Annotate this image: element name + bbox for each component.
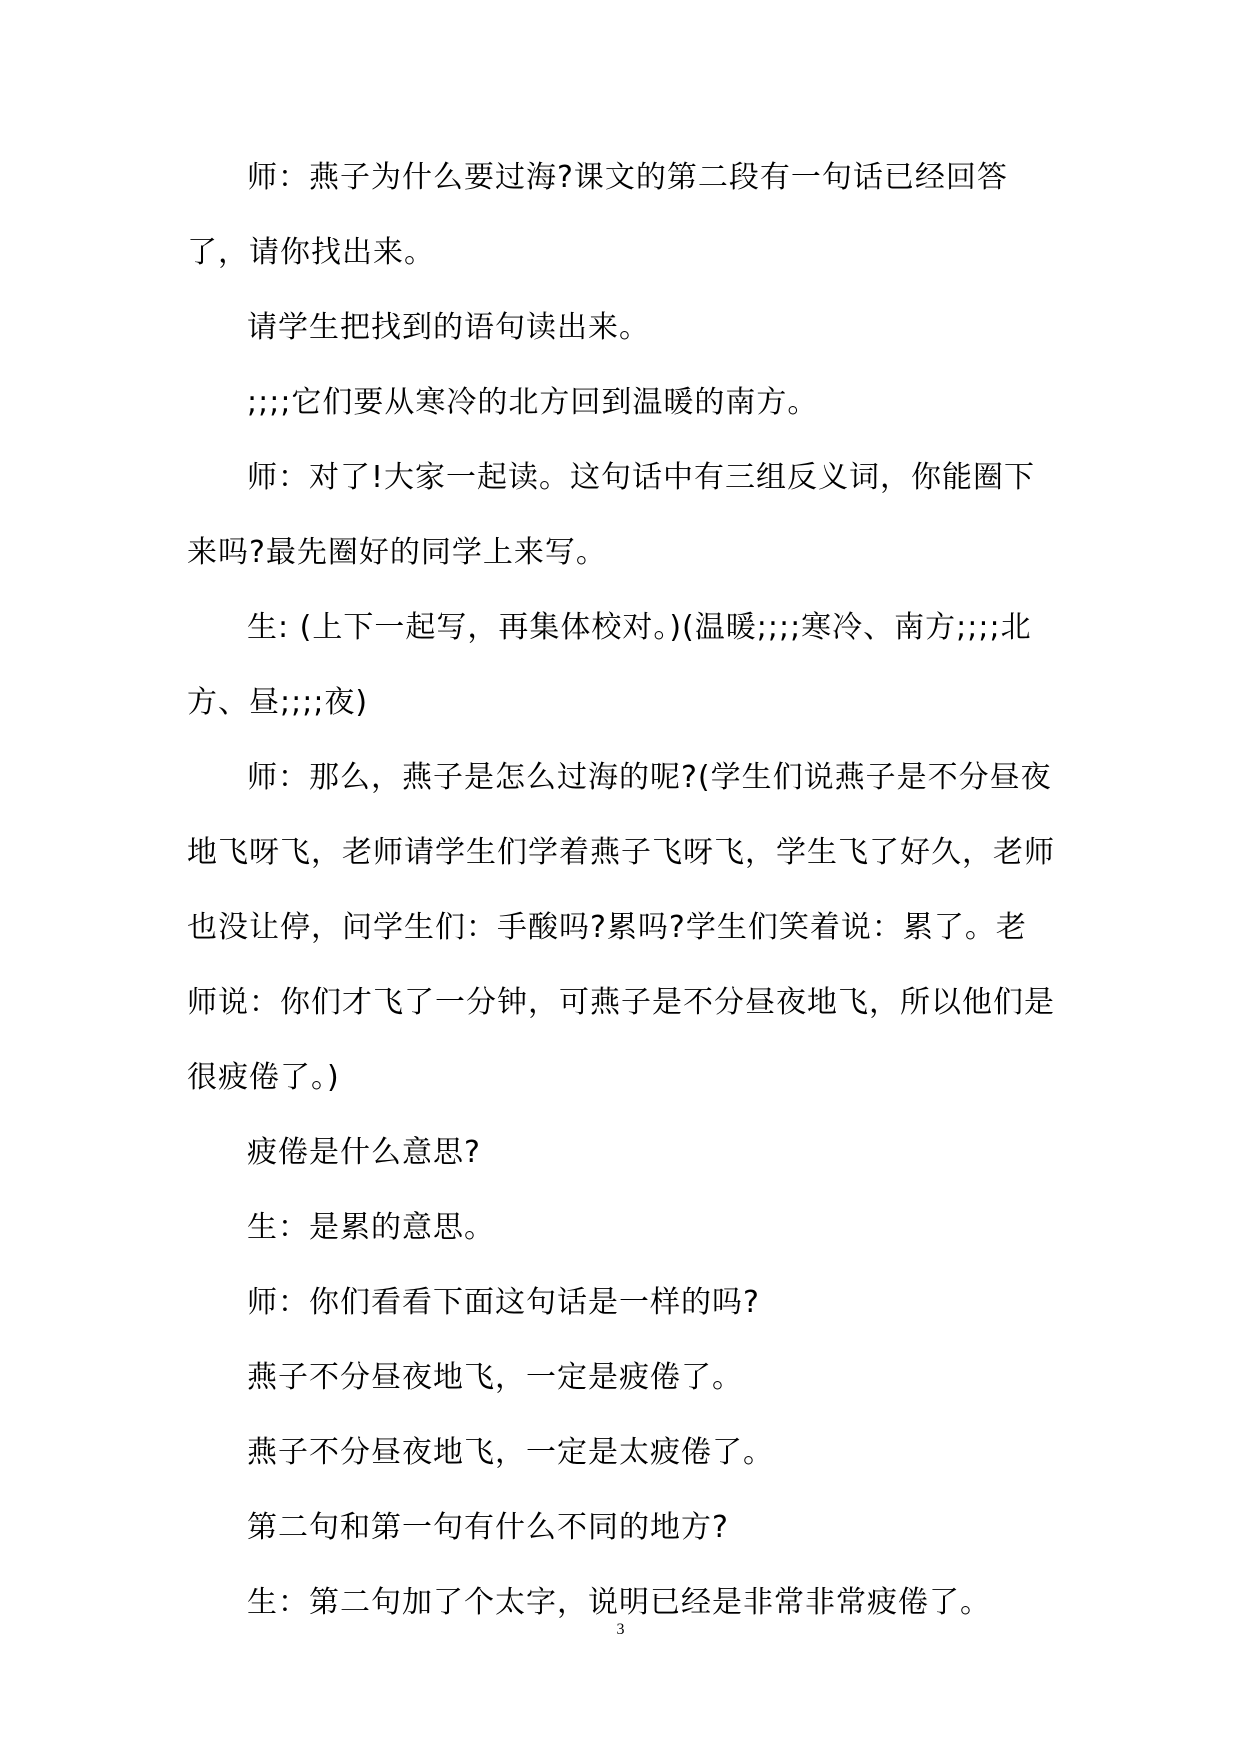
document-body [187,140,1057,1640]
paragraph-4: 师：对了!大家一起读。这句话中有三组反义词，你能圈下来吗?最先圈好的同学上来写。 [187,460,1036,570]
paragraph-3: ;;;;它们要从寒冷的北方回到温暖的南方。 [247,385,819,420]
page-number: 3 [616,1621,625,1638]
paragraph-2: 请学生把找到的语句读出来。 [247,310,650,345]
paragraph-12: 第二句和第一句有什么不同的地方? [247,1510,729,1545]
paragraph-11: 燕子不分昼夜地飞，一定是太疲倦了。 [247,1435,774,1470]
paragraph-6: 师：那么，燕子是怎么过海的呢?(学生们说燕子是不分昼夜地飞呀飞，老师请学生们学着燕子飞呀飞，学生飞了好久，老师也没让停，问学生们：手酸吗?累吗?学生们笑着说：累了。老师说：你们才飞了一分钟，可燕子是不分昼夜地飞，所以他们是很疲倦了。) [187,760,1055,1095]
paragraph-9: 师：你们看看下面这句话是一样的吗? [247,1285,760,1320]
paragraph-13: 生：第二句加了个太字，说明已经是非常非常疲倦了。 [247,1585,991,1620]
paragraph-10: 燕子不分昼夜地飞，一定是疲倦了。 [247,1360,743,1395]
paragraph-1: 师：燕子为什么要过海?课文的第二段有一句话已经回答了，请你找出来。 [187,160,1008,270]
paragraph-7: 疲倦是什么意思? [247,1135,481,1170]
paragraph-5: 生: (上下一起写，再集体校对。)(温暖;;;;寒冷、南方;;;;北方、昼;;;;夜) [187,610,1032,720]
paragraph-8: 生：是累的意思。 [247,1210,495,1245]
